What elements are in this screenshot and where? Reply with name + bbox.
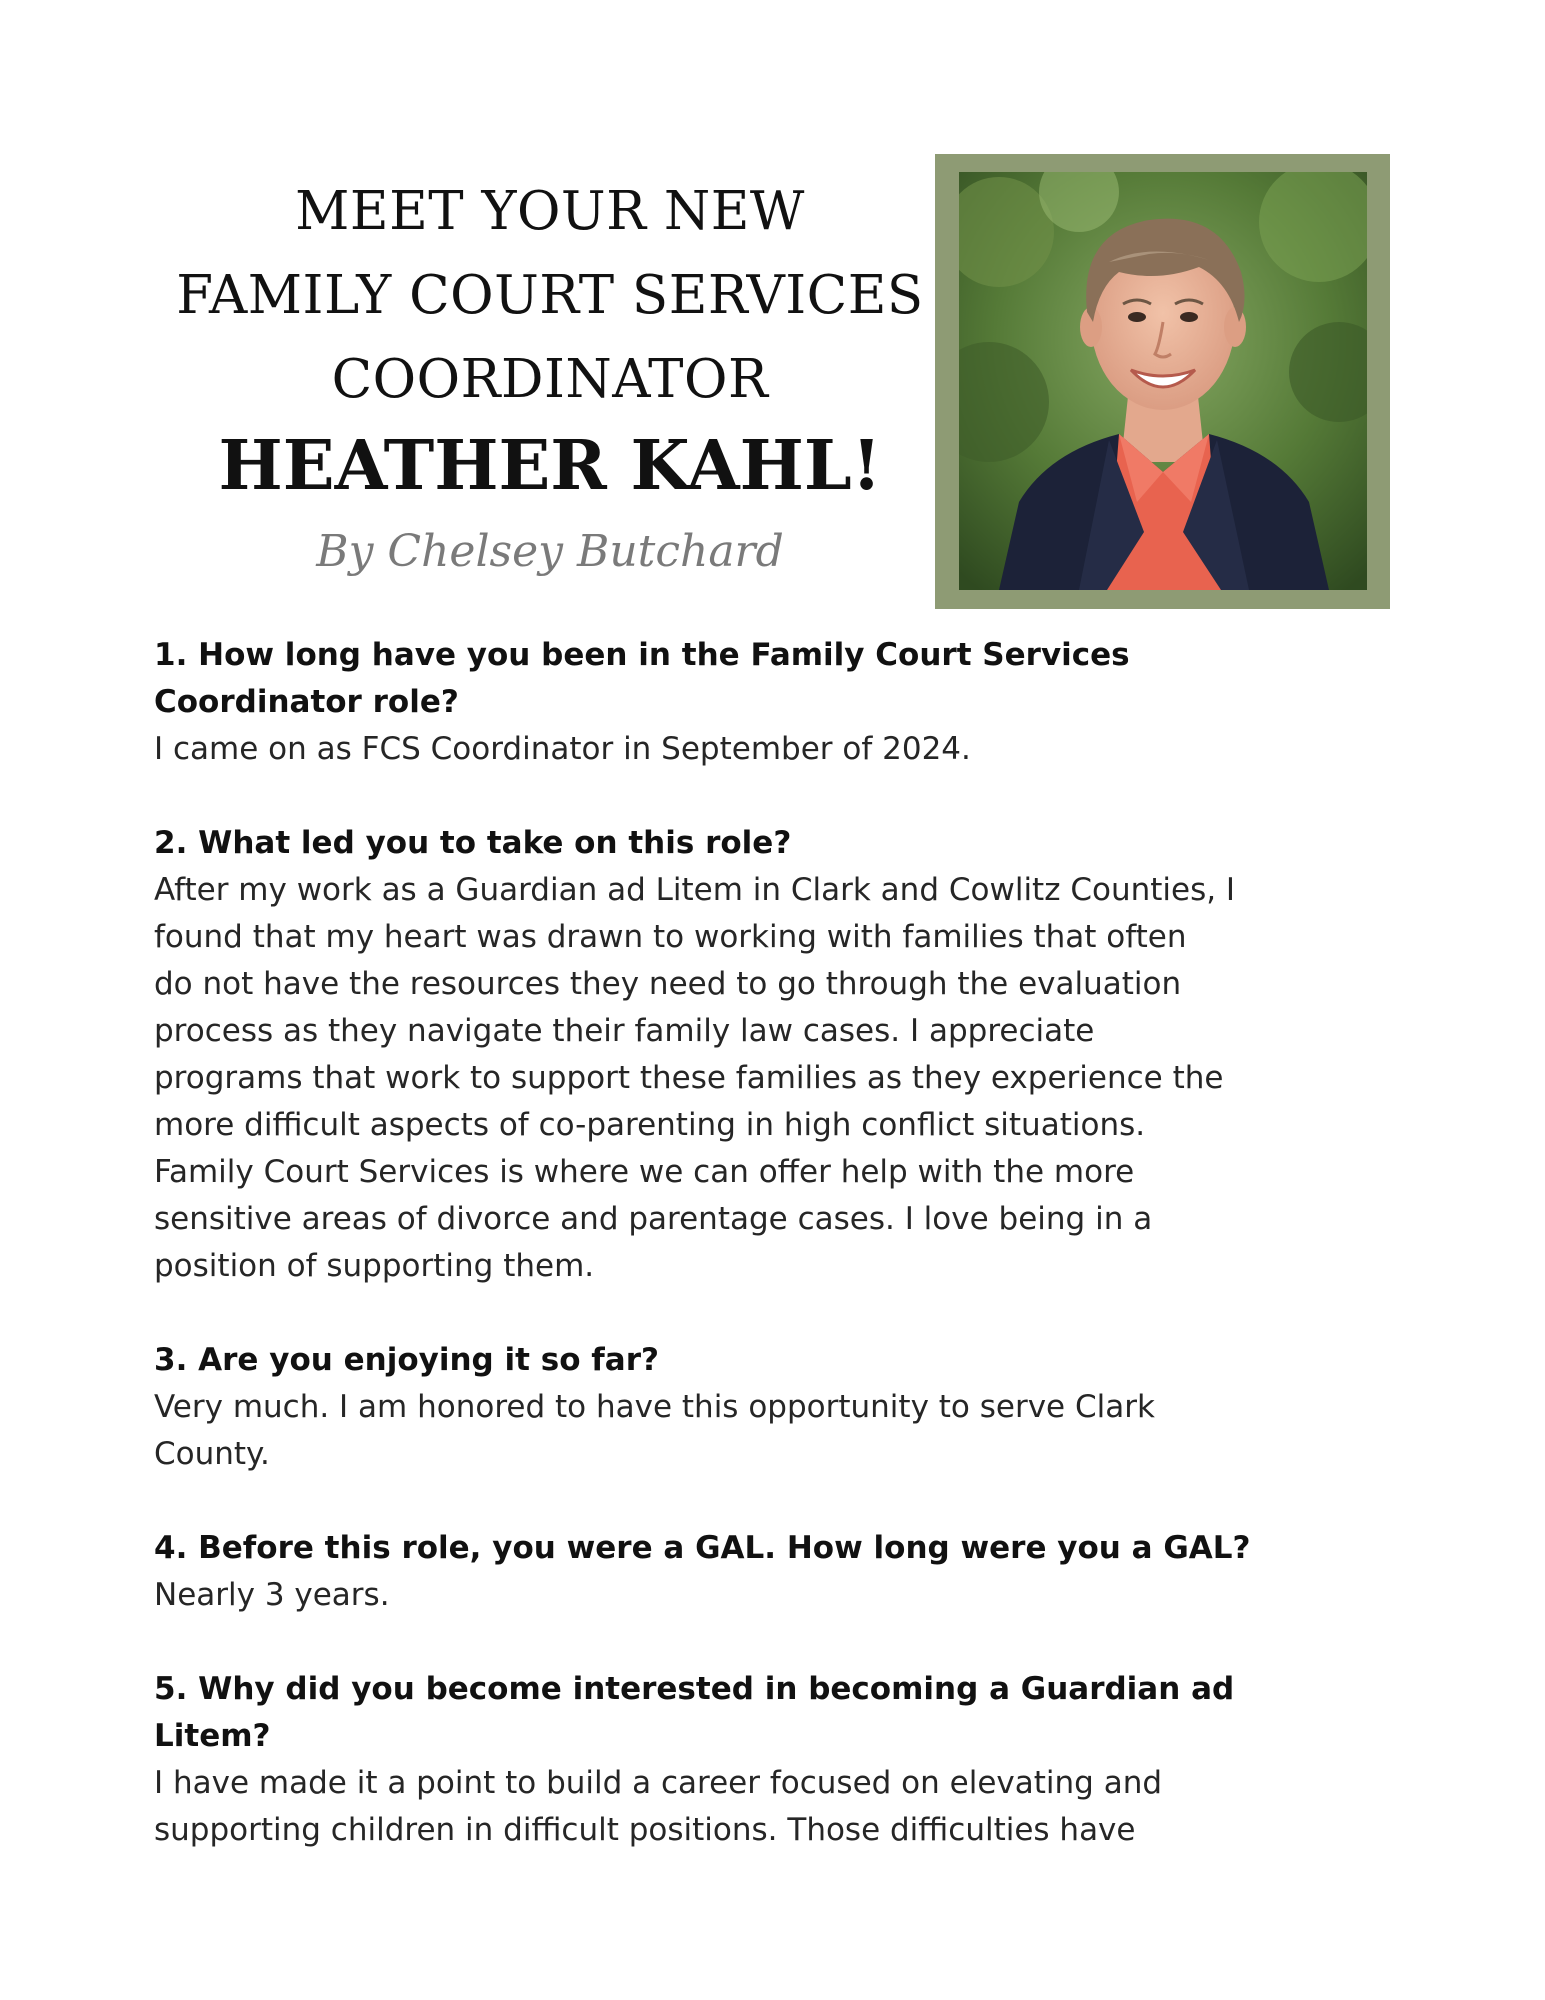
author-byline: By Chelsey Butchard	[316, 526, 784, 577]
portrait-photo-icon	[959, 172, 1367, 590]
qa-item	[154, 632, 1394, 773]
answer-line: I have made it a point to build a career focused on elevating and	[154, 1765, 1163, 1801]
title-line-3: COORDINATOR	[331, 349, 769, 410]
question	[154, 1337, 1394, 1384]
title-line-1: MEET YOUR NEW	[295, 181, 805, 242]
answer-line: process as they navigate their family law cases. I appreciate	[154, 1013, 1095, 1049]
answer	[154, 726, 1394, 773]
answer-line: County.	[154, 1436, 270, 1472]
question-line: 1. How long have you been in the Family Court Services	[154, 637, 1130, 673]
question	[154, 632, 1394, 726]
question	[154, 820, 1394, 867]
qa-item	[154, 820, 1394, 1290]
answer	[154, 1760, 1394, 1854]
answer-line: Family Court Services is where we can offer help with the more	[154, 1154, 1135, 1190]
answer-line: do not have the resources they need to go through the evaluation	[154, 966, 1182, 1002]
question-line: Coordinator role?	[154, 684, 459, 720]
question-line: 2. What led you to take on this role?	[154, 825, 792, 861]
answer-line: Very much. I am honored to have this opportunity to serve Clark	[154, 1389, 1155, 1425]
title-line-2: FAMILY COURT SERVICES	[176, 265, 924, 326]
answer	[154, 1384, 1394, 1478]
answer	[154, 867, 1394, 1290]
answer-line: programs that work to support these families as they experience the	[154, 1060, 1224, 1096]
answer-line: position of supporting them.	[154, 1248, 595, 1284]
answer-line: I came on as FCS Coordinator in September of 2024.	[154, 731, 971, 767]
qa-item	[154, 1666, 1394, 1854]
photo-frame	[935, 154, 1390, 609]
question-line: 3. Are you enjoying it so far?	[154, 1342, 659, 1378]
question-line: 5. Why did you become interested in becoming a Guardian ad	[154, 1671, 1235, 1707]
answer-line: supporting children in difficult positions. Those difficulties have	[154, 1812, 1136, 1848]
answer	[154, 1572, 1394, 1619]
answer-line: found that my heart was drawn to working with families that often	[154, 919, 1187, 955]
question	[154, 1525, 1394, 1572]
qa-section	[154, 632, 1394, 1901]
qa-item	[154, 1337, 1394, 1478]
article-header	[150, 170, 950, 512]
answer-line: After my work as a Guardian ad Litem in Clark and Cowlitz Counties, I	[154, 872, 1236, 908]
question-line: 4. Before this role, you were a GAL. How long were you a GAL?	[154, 1530, 1251, 1566]
answer-line: more difficult aspects of co-parenting in high conflict situations.	[154, 1107, 1146, 1143]
answer-line: Nearly 3 years.	[154, 1577, 390, 1613]
featured-name: HEATHER KAHL!	[218, 426, 882, 506]
question-line: Litem?	[154, 1718, 271, 1754]
answer-line: sensitive areas of divorce and parentage cases. I love being in a	[154, 1201, 1153, 1237]
question	[154, 1666, 1394, 1760]
qa-item	[154, 1525, 1394, 1619]
